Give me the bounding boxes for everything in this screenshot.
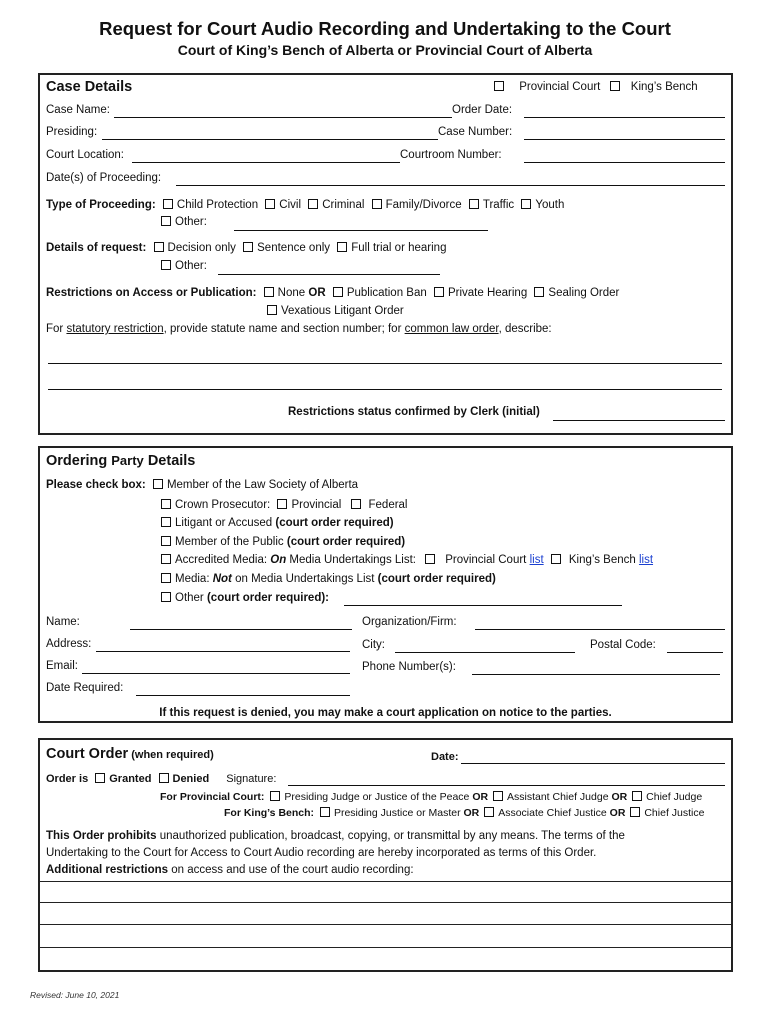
heading-part-b: Party [111,453,144,468]
court-type-group [494,81,698,93]
statutory-restriction-link: statutory restriction [66,323,164,335]
order-is-label: Order is [46,773,89,785]
media-not-listed-checkbox[interactable] [161,573,171,583]
court-order-subtitle: (when required) [128,749,214,761]
vexatious-label: Vexatious Litigant Order [281,305,404,317]
presiding-justice-checkbox[interactable] [320,807,330,817]
media-provincial-label: Provincial Court [445,554,530,566]
restriction-row-2[interactable] [40,902,731,903]
presiding-judge-label: Presiding Judge or Justice of the Peace [284,791,470,803]
date-required-label: Date Required: [46,682,124,694]
proceeding-other-checkbox[interactable] [161,216,171,226]
child-protection-label: Child Protection [176,199,259,211]
for-kings-bench-label: For King’s Bench: [224,807,315,819]
law-society-checkbox[interactable] [153,479,163,489]
crown-label: Crown Prosecutor: [175,499,271,511]
court-location-label: Court Location: [46,149,124,161]
proceeding-other-label: Other: [175,216,207,228]
assistant-chief-judge-label: Assistant Chief Judge [506,791,609,803]
address-field[interactable] [96,651,350,652]
additional-restrictions-text: on access and use of the court audio recording: [168,864,414,876]
case-number-field[interactable] [524,139,725,140]
publication-ban-label: Publication Ban [346,287,427,299]
city-field[interactable] [395,652,575,653]
request-details-label: Details of request: [46,242,147,254]
presiding-field[interactable] [102,139,438,140]
case-details-section [38,73,733,435]
court-order-heading [46,746,214,762]
media-not: Not [212,573,232,585]
proceeding-type-row [46,199,564,211]
city-label: City: [362,639,385,651]
restrictions-row [46,287,619,299]
publication-ban-checkbox[interactable] [333,287,343,297]
public-required: (court order required) [286,536,406,548]
other-party-required: (court order required): [206,592,330,604]
other-party-field[interactable] [344,605,622,606]
or-3: OR [463,807,480,819]
restriction-description-line-1[interactable] [48,363,722,364]
litigant-label: Litigant or Accused [175,517,276,529]
chief-judge-label: Chief Judge [646,791,703,803]
media-provincial-checkbox[interactable] [425,554,435,564]
address-label: Address: [46,638,92,650]
assistant-chief-judge-checkbox[interactable] [493,791,503,801]
provincial-authority-row [160,791,702,803]
restriction-none-label: None [277,287,306,299]
order-date-label: Date: [431,751,459,763]
additional-restrictions-line [46,864,414,876]
or-4: OR [609,807,626,819]
traffic-label: Traffic [482,199,515,211]
kings-bench-list-link[interactable]: list [638,554,654,566]
litigant-row [161,517,394,529]
court-location-field[interactable] [132,162,400,163]
statutory-post: , describe: [498,323,552,335]
law-society-label: Member of the Law Society of Alberta [166,479,359,491]
courtroom-number-field[interactable] [524,162,725,163]
private-hearing-label: Private Hearing [447,287,528,299]
prohibits-line-1 [46,830,625,842]
full-trial-checkbox[interactable] [337,242,347,252]
ordering-party-section [38,446,733,723]
order-status-row [46,773,276,785]
case-name-label: Case Name: [46,104,110,116]
common-law-order-link: common law order [404,323,499,335]
litigant-required: (court order required) [275,517,394,529]
prohibits-text-1: unauthorized publication, broadcast, copying, or transmittal by any means. The terms of the [156,830,625,842]
phone-field[interactable] [472,674,720,675]
sealing-order-checkbox[interactable] [534,287,544,297]
request-other-label: Other: [175,260,207,272]
kings-bench-authority-row [224,807,704,819]
crown-provincial-label: Provincial [291,499,342,511]
restriction-row-1[interactable] [40,881,731,882]
proceeding-dates-field[interactable] [176,185,725,186]
family-divorce-checkbox[interactable] [372,199,382,209]
ordering-party-heading [46,453,195,469]
or-1: OR [472,791,489,803]
phone-label: Phone Number(s): [362,661,456,673]
criminal-label: Criminal [322,199,365,211]
public-checkbox[interactable] [161,536,171,546]
accredited-post: Media Undertakings List: [286,554,416,566]
youth-label: Youth [535,199,565,211]
courtroom-number-label: Courtroom Number: [400,149,502,161]
provincial-list-link[interactable]: list [529,554,544,566]
order-date-field[interactable] [524,117,725,118]
chief-justice-label: Chief Justice [644,807,705,819]
crown-federal-label: Federal [368,499,408,511]
civil-checkbox[interactable] [265,199,275,209]
proceeding-dates-label: Date(s) of Proceeding: [46,172,162,184]
sentence-only-label: Sentence only [257,242,331,254]
associate-chief-justice-checkbox[interactable] [484,807,494,817]
signature-label: Signature: [226,773,277,785]
name-label: Name: [46,616,80,628]
chief-justice-checkbox[interactable] [630,807,640,817]
case-number-label: Case Number: [438,126,513,138]
kings-bench-label: King’s Bench [630,81,698,93]
sealing-order-label: Sealing Order [548,287,620,299]
restriction-or: OR [308,287,326,299]
provincial-court-label: Provincial Court [519,81,601,93]
traffic-checkbox[interactable] [469,199,479,209]
statutory-pre: For [46,323,67,335]
proceeding-other-row [161,216,207,228]
clerk-confirm-label: Restrictions status confirmed by Clerk (initial) [288,406,540,418]
or-2: OR [611,791,628,803]
name-field[interactable] [130,629,352,630]
litigant-checkbox[interactable] [161,517,171,527]
statutory-instructions [46,323,552,335]
request-details-row [46,242,446,254]
prohibits-line-2: Undertaking to the Court for Access to Court Audio recording are hereby incorporated as terms of this Order. [46,847,597,859]
please-check-label: Please check box: [46,479,146,491]
presiding-label: Presiding: [46,126,98,138]
restriction-description-line-2[interactable] [48,389,722,390]
heading-part-c: Details [143,453,196,469]
email-label: Email: [46,660,78,672]
prohibits-bold: This Order prohibits [46,830,157,842]
media-post: on Media Undertakings List [231,573,378,585]
court-order-title: Court Order [46,746,129,762]
order-date-label: Order Date: [452,104,513,116]
crown-federal-checkbox[interactable] [351,499,361,509]
accredited-media-row [161,554,653,566]
accredited-on: On [270,554,287,566]
media-kings-bench-checkbox[interactable] [551,554,561,564]
provincial-court-checkbox[interactable] [494,81,504,91]
media-not-listed-row [161,573,496,585]
family-divorce-label: Family/Divorce [385,199,462,211]
denied-checkbox[interactable] [159,773,169,783]
criminal-checkbox[interactable] [308,199,318,209]
granted-checkbox[interactable] [95,773,105,783]
private-hearing-checkbox[interactable] [434,287,444,297]
restriction-none-checkbox[interactable] [264,287,274,297]
crown-row [161,499,408,511]
presiding-judge-checkbox[interactable] [270,791,280,801]
proceeding-type-label: Type of Proceeding: [46,199,156,211]
media-required: (court order required) [377,573,496,585]
decision-only-checkbox[interactable] [154,242,164,252]
heading-part-a: Ordering [46,453,112,469]
court-order-section [38,738,733,972]
restriction-row-4[interactable] [40,947,731,948]
crown-provincial-checkbox[interactable] [277,499,287,509]
request-other-field[interactable] [218,274,440,275]
form-title: Request for Court Audio Recording and Undertaking to the Court [99,18,671,39]
email-field[interactable] [82,673,350,674]
vexatious-checkbox[interactable] [267,305,277,315]
clerk-initial-field[interactable] [553,420,725,421]
case-details-heading: Case Details [46,79,133,95]
organization-label: Organization/Firm: [362,616,457,628]
other-party-row [161,592,329,604]
media-pre: Media: [175,573,213,585]
kings-bench-checkbox[interactable] [610,81,620,91]
crown-checkbox[interactable] [161,499,171,509]
other-party-checkbox[interactable] [161,592,171,602]
public-label: Member of the Public [175,536,287,548]
full-trial-label: Full trial or hearing [351,242,447,254]
chief-judge-checkbox[interactable] [632,791,642,801]
presiding-justice-label: Presiding Justice or Master [333,807,461,819]
form-subtitle: Court of King’s Bench of Alberta or Provincial Court of Alberta [177,42,593,58]
vexatious-row [267,305,404,317]
restriction-row-3[interactable] [40,924,731,925]
case-name-field[interactable] [114,117,452,118]
additional-restrictions-bold: Additional restrictions [46,864,169,876]
sentence-only-checkbox[interactable] [243,242,253,252]
civil-label: Civil [279,199,302,211]
organization-field[interactable] [475,629,725,630]
signature-field[interactable] [288,785,725,786]
other-party-label: Other [175,592,207,604]
accredited-media-label: Accredited Media: [175,554,271,566]
revised-date: Revised: June 10, 2021 [30,990,120,1000]
decision-only-label: Decision only [167,242,236,254]
request-other-row [161,260,207,272]
restrictions-label: Restrictions on Access or Publication: [46,287,257,299]
granted-label: Granted [109,773,152,785]
denied-label: Denied [172,773,210,785]
order-date-field[interactable] [461,763,725,764]
date-required-field[interactable] [136,695,350,696]
child-protection-checkbox[interactable] [163,199,173,209]
accredited-media-checkbox[interactable] [161,554,171,564]
for-provincial-label: For Provincial Court: [160,791,265,803]
public-row [161,536,405,548]
denied-note: If this request is denied, you may make a court application on notice to the parties. [159,707,612,719]
associate-chief-justice-label: Associate Chief Justice [498,807,607,819]
statutory-mid: , provide statute name and section number; for [163,323,405,335]
postal-code-field[interactable] [667,652,723,653]
proceeding-other-field[interactable] [234,230,488,231]
request-other-checkbox[interactable] [161,260,171,270]
youth-checkbox[interactable] [521,199,531,209]
media-kings-bench-label: King’s Bench [568,554,639,566]
law-society-row [46,479,358,491]
postal-code-label: Postal Code: [590,639,656,651]
